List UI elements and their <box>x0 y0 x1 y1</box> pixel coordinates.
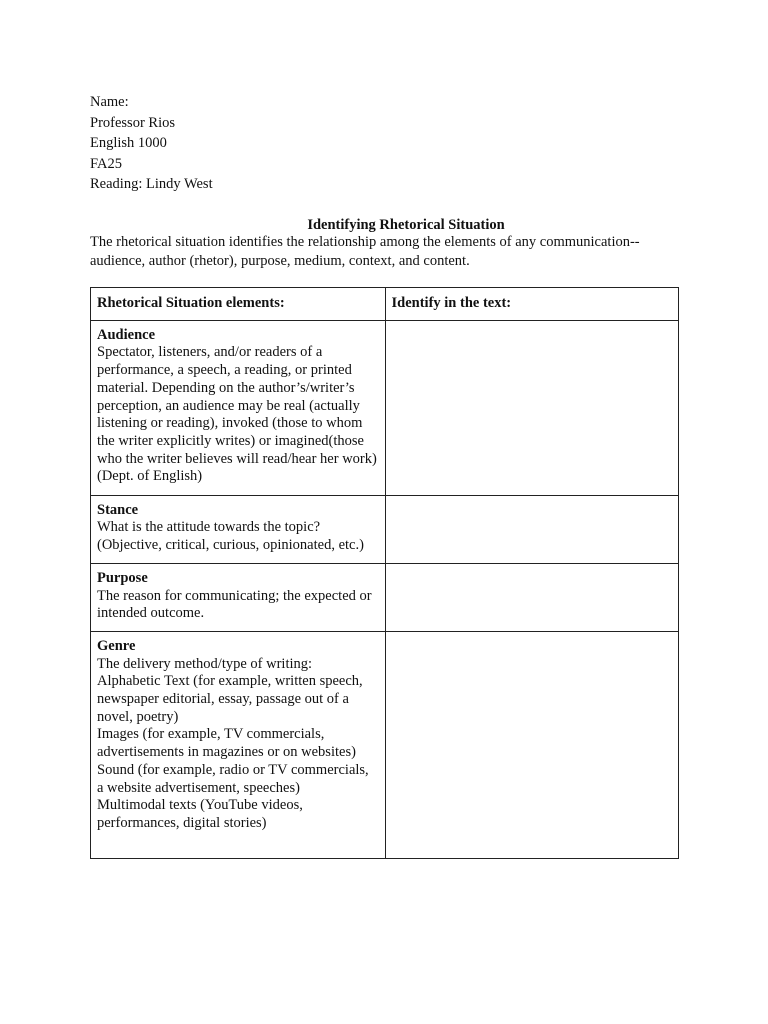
elements-column-header: Rhetorical Situation elements: <box>91 288 386 321</box>
element-cell-audience <box>91 320 386 495</box>
professor-name: Professor Rios <box>90 114 175 131</box>
element-description: Spectator, listeners, and/or readers of a performance, a speech, a reading, or printed material. Depending on the author’s/writer’s perception, an audience may be real (actually listening or reading), invoked (those to whom the writer explicitly writes) or imagined(those who the writer believes will read/hear her work) (Dept. of English) <box>97 344 377 485</box>
element-term: Genre <box>97 637 136 654</box>
genre-description-line: Alphabetic Text (for example, written speech, newspaper editorial, essay, passage out of a novel, poetry) <box>97 673 363 725</box>
student-header <box>90 92 690 195</box>
worksheet-title: Identifying Rhetorical Situation <box>307 217 505 233</box>
element-cell-genre <box>91 631 386 858</box>
table-row <box>91 320 679 495</box>
answer-cell-stance[interactable] <box>385 495 678 563</box>
element-cell-purpose <box>91 563 386 631</box>
answer-cell-purpose[interactable] <box>385 563 678 631</box>
table-row <box>91 631 679 858</box>
element-description: The reason for communicating; the expected or intended outcome. <box>97 587 372 622</box>
genre-description-line: Multimodal texts (YouTube videos, performances, digital stories) <box>97 797 303 831</box>
element-term: Audience <box>97 326 155 343</box>
course-name: English 1000 <box>90 135 167 151</box>
term-label: FA25 <box>90 155 122 172</box>
table-row <box>91 495 679 563</box>
answer-cell-genre[interactable] <box>385 631 678 858</box>
element-term: Purpose <box>97 569 148 586</box>
genre-description-line: Images (for example, TV commercials, advertisements in magazines or on websites) <box>97 726 356 761</box>
genre-description-line: Sound (for example, radio or TV commercials, a website advertisement, speeches) <box>97 761 369 796</box>
answer-cell-audience[interactable] <box>385 320 678 495</box>
reading-label: Reading: Lindy West <box>90 176 213 192</box>
genre-description-line: The delivery method/type of writing: <box>97 655 313 672</box>
rhetorical-situation-table <box>90 287 679 859</box>
element-description: What is the attitude towards the topic? (Objective, critical, curious, opinionated, etc.) <box>97 519 364 554</box>
table-row <box>91 563 679 631</box>
identify-column-header: Identify in the text: <box>385 288 678 321</box>
name-label: Name: <box>90 94 129 110</box>
element-term: Stance <box>97 501 139 518</box>
element-cell-stance <box>91 495 386 563</box>
table-header-row <box>91 288 679 321</box>
intro-paragraph: The rhetorical situation identifies the relationship among the elements of any communication--audience, author (rhetor), purpose, medium, context, and content. <box>90 234 640 269</box>
